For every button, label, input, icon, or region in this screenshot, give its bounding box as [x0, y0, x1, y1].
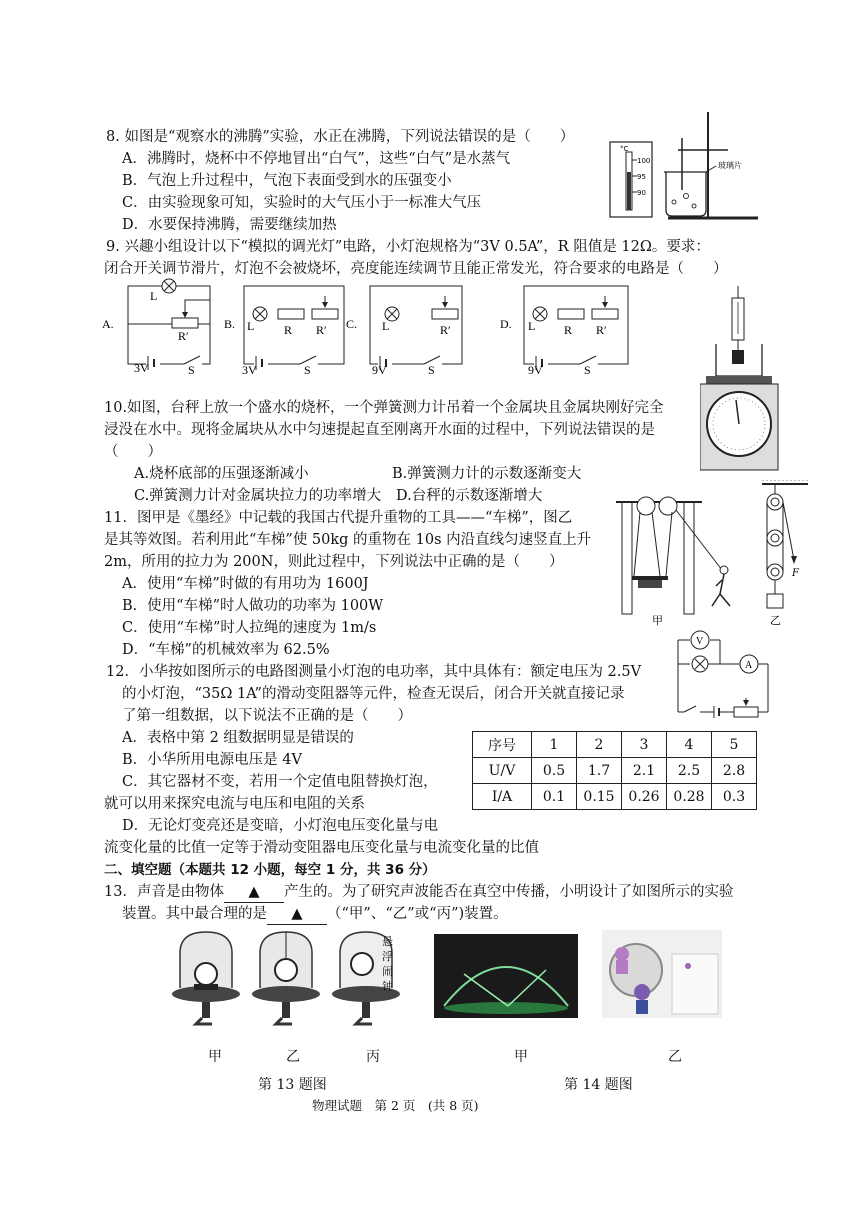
table-cell: 2.1 — [622, 758, 667, 784]
circuit-c-Rp-label: R′ — [440, 323, 451, 337]
q8-option-d: D．水要保持沸腾，需要继续加热 — [122, 217, 337, 233]
glass-plate-label: 玻璃片 — [718, 161, 742, 170]
q8-stem: 8. 如图是“观察水的沸腾”实验，水正在沸腾，下列说法错误的是（ ） — [106, 129, 575, 145]
q11-fig-jia-label: 甲 — [652, 614, 663, 627]
table-cell: 3 — [622, 732, 667, 758]
thermo-unit-label: °C — [620, 145, 629, 153]
q14-laser-dome-photo — [434, 934, 578, 1018]
q13-blank-1[interactable]: ▲ — [224, 882, 284, 903]
table-cell: 2.8 — [712, 758, 757, 784]
table-cell: 5 — [712, 732, 757, 758]
circuit-b-R-label: R — [284, 323, 293, 337]
page-footer: 物理试题 第 2 页 (共 8 页) — [312, 1098, 479, 1113]
q13-text-c: 装置。其中最合理的是 — [122, 906, 267, 922]
table-cell: U/V — [473, 758, 532, 784]
circuit-b-voltage: 3V — [242, 363, 257, 377]
q12-option-d-line2: 流变化量的比值一定等于滑动变阻器电压变化量与电流变化量的比值 — [104, 840, 539, 856]
q13-label-jia: 甲 — [208, 1049, 222, 1065]
circuit-d-R-label: R — [564, 323, 573, 337]
q12-option-b: B．小华所用电源电压是 4V — [122, 752, 302, 768]
circuit-d-Rp-label: R′ — [596, 323, 607, 337]
q11-option-d: D．“车梯”的机械效率为 62.5% — [122, 642, 330, 658]
q11-fig-yi-label: 乙 — [770, 614, 781, 627]
q12-option-a: A．表格中第 2 组数据明显是错误的 — [122, 730, 354, 746]
q11-force-label: F — [792, 568, 799, 579]
q10-line1: 10.如图，台秤上放一个盛水的烧杯，一个弹簧测力计吊着一个金属块且金属块刚好完全 — [104, 400, 664, 416]
circuit-a-L-label: L — [150, 289, 158, 303]
q13-line2 — [122, 904, 508, 925]
q10-option-b: B.弹簧测力计的示数逐渐变大 — [392, 466, 582, 482]
q12-line3: 了第一组数据，以下说法不正确的是（ ） — [122, 708, 412, 724]
q11-line1: 11．图甲是《墨经》中记载的我国古代提升重物的工具——“车梯”，图乙 — [104, 510, 573, 526]
table-row — [473, 758, 757, 784]
q12-circuit-figure — [660, 630, 772, 720]
table-cell: 序号 — [473, 732, 532, 758]
q11-line3: 2m，所用的拉力为 200N，则此过程中，下列说法中正确的是（ ） — [104, 554, 564, 570]
voltmeter-label: V — [696, 636, 704, 647]
q8-option-c: C．由实验现象可知，实验时的大气压小于一标准大气压 — [122, 195, 482, 211]
thermo-95-label: 95 — [637, 173, 646, 181]
q12-line2: 的小灯泡，“35Ω 1A”的滑动变阻器等元件，检查无误后，闭合开关就直接记录 — [122, 686, 625, 702]
q12-line1: 12．小华按如图所示的电路图测量小灯泡的电功率，其中具体有：额定电压为 2.5V — [106, 664, 642, 680]
circuit-c-L-label: L — [382, 319, 390, 333]
table-cell: 2 — [577, 732, 622, 758]
q10-line2: 浸没在水中。现将金属块从水中匀速提起直至刚离开水面的过程中，下列说法错误的是 — [104, 422, 655, 438]
table-header-row — [473, 732, 757, 758]
thermo-90-label: 90 — [637, 189, 646, 197]
ammeter-label: A — [745, 660, 753, 671]
q8-option-b: B．气泡上升过程中，气泡下表面受到水的压强变小 — [122, 173, 452, 189]
circuit-a-voltage: 3V — [134, 361, 149, 375]
q13-suspended-clock-label: 悬浮闹钟 — [382, 935, 393, 993]
q13-text-d: （“甲”、“乙”或“丙”)装置。 — [327, 906, 508, 922]
table-cell: 0.5 — [532, 758, 577, 784]
q10-option-d: D.台秤的示数逐渐增大 — [396, 488, 543, 504]
circuit-d-L-label: L — [528, 319, 536, 333]
q11-option-c: C．使用“车梯”时人拉绳的速度为 1m/s — [122, 620, 377, 636]
q9-line2: 闭合开关调节滑片，灯泡不会被烧坏，亮度能连续调节且能正常发光，符合要求的电路是（ ） — [104, 261, 728, 277]
q9-option-c-label: C. — [346, 317, 358, 331]
circuit-a-S-label: S — [188, 363, 195, 377]
q12-option-d-line1: D．无论灯变亮还是变暗，小灯泡电压变化量与电 — [122, 818, 439, 834]
q11-option-a: A．使用“车梯”时做的有用功为 1600J — [122, 576, 369, 592]
q10-option-c: C.弹簧测力计对金属块拉力的功率增大 — [134, 488, 382, 504]
circuit-d-voltage: 9V — [528, 363, 543, 377]
circuit-a-Rp-label: R′ — [178, 329, 189, 343]
q13-line1 — [104, 882, 733, 903]
q14-mirror-doll-photo — [602, 930, 722, 1018]
q12-data-table — [472, 731, 757, 810]
table-cell: 0.26 — [622, 784, 667, 810]
q13-blank-2[interactable]: ▲ — [267, 904, 327, 925]
spring-scale-balance-figure — [700, 284, 790, 474]
q13-bell-jars-figure — [172, 928, 402, 1033]
q11-option-b: B．使用“车梯”时人做功的功率为 100W — [122, 598, 384, 614]
section-2-heading: 二、填空题（本题共 12 小题，每空 1 分，共 36 分） — [104, 862, 436, 878]
q9-option-d-label: D. — [500, 317, 512, 331]
table-cell: 0.1 — [532, 784, 577, 810]
q9-circuits-figure — [102, 278, 642, 378]
table-cell: 0.28 — [667, 784, 712, 810]
q13-label-yi: 乙 — [286, 1049, 300, 1065]
table-cell: 1.7 — [577, 758, 622, 784]
boiling-water-figure — [608, 110, 768, 225]
circuit-d-S-label: S — [584, 363, 591, 377]
table-cell: 0.3 — [712, 784, 757, 810]
q9-option-a-label: A. — [102, 317, 114, 331]
thermo-100-label: 100 — [637, 157, 651, 165]
q13-text-a: 13．声音是由物体 — [104, 884, 224, 900]
q11-line2: 是其等效图。若利用此“车梯”使 50kg 的重物在 10s 内沿直线匀速竖直上升 — [104, 532, 592, 548]
q9-option-b-label: B. — [224, 317, 236, 331]
table-cell: 2.5 — [667, 758, 712, 784]
q10-option-a: A.烧杯底部的压强逐渐减小 — [134, 466, 309, 482]
table-row — [473, 784, 757, 810]
q14-label-yi: 乙 — [668, 1049, 682, 1065]
table-cell: I/A — [473, 784, 532, 810]
table-cell: 0.15 — [577, 784, 622, 810]
q12-option-c-line1: C．其它器材不变，若用一个定值电阻替换灯泡， — [122, 774, 438, 790]
table-cell: 4 — [667, 732, 712, 758]
q8-option-a: A．沸腾时，烧杯中不停地冒出“白气”，这些“白气”是水蒸气 — [122, 151, 511, 167]
q12-option-c-line2: 就可以用来探究电流与电压和电阻的关系 — [104, 796, 365, 812]
circuit-b-S-label: S — [304, 363, 311, 377]
q9-line1: 9. 兴趣小组设计以下“模拟的调光灯”电路，小灯泡规格为“3V 0.5A”，R 阻值是 12Ω。要求： — [106, 239, 710, 255]
q13-text-b: 产生的。为了研究声波能否在真空中传播，小明设计了如图所示的实验 — [283, 884, 734, 900]
circuit-c-S-label: S — [428, 363, 435, 377]
chariot-ladder-figure — [612, 480, 808, 630]
table-cell: 1 — [532, 732, 577, 758]
circuit-b-L-label: L — [247, 319, 255, 333]
q14-figure-caption: 第 14 题图 — [564, 1077, 633, 1093]
q13-figure-caption: 第 13 题图 — [258, 1077, 327, 1093]
q10-line3: （ ） — [104, 444, 162, 460]
q14-label-jia: 甲 — [514, 1049, 528, 1065]
q13-label-bing: 丙 — [366, 1049, 380, 1065]
circuit-b-Rp-label: R′ — [316, 323, 327, 337]
circuit-c-voltage: 9V — [372, 363, 387, 377]
